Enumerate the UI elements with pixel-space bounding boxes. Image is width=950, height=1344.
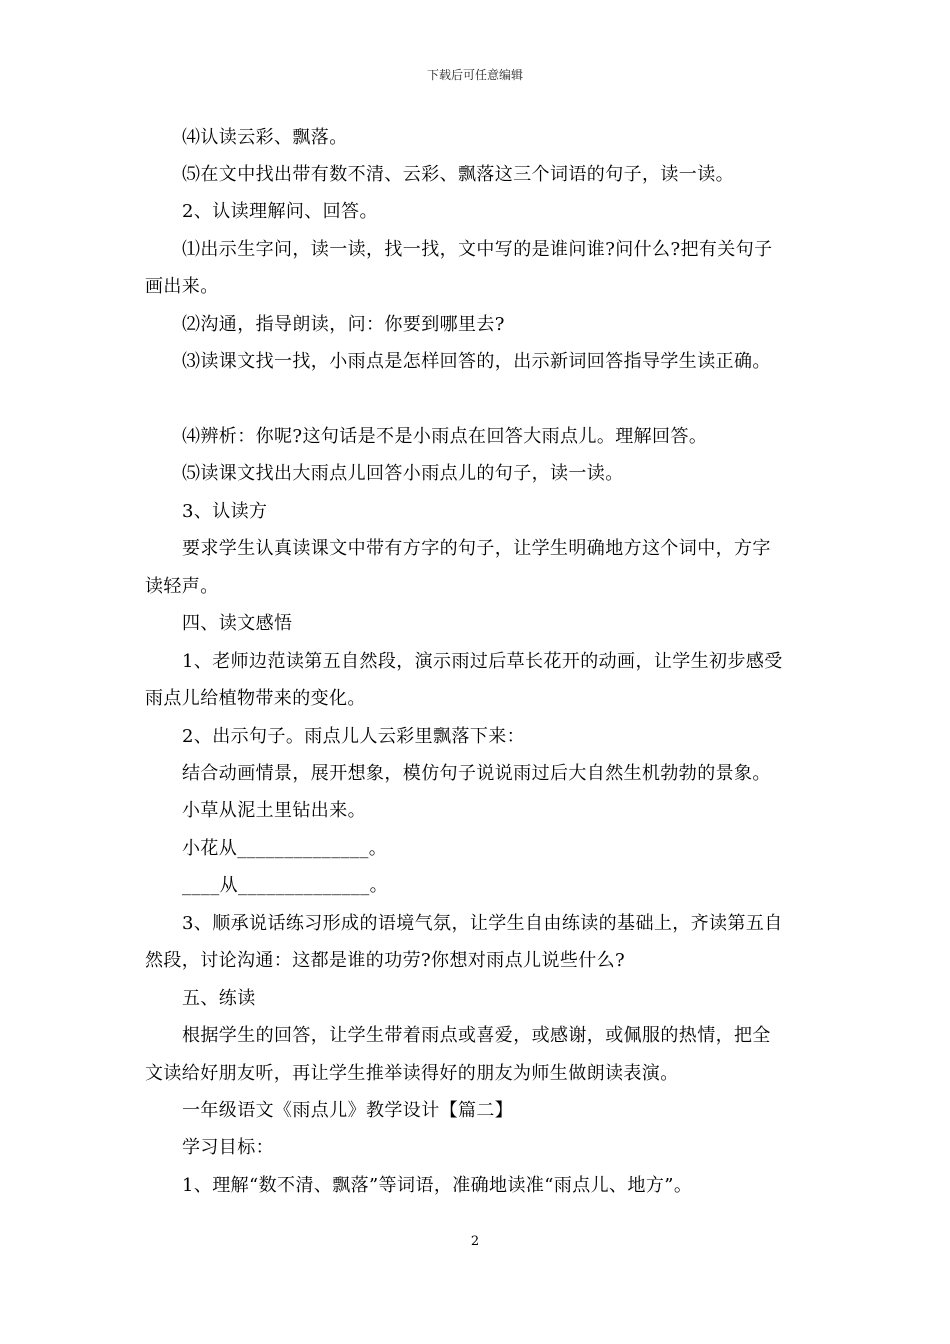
text-line: 小草从泥土里钻出来。: [182, 800, 366, 821]
text-line: 2、认读理解问、回答。: [182, 201, 378, 222]
text-line: 读轻声。: [145, 576, 219, 597]
text-line: 学习目标：: [182, 1137, 274, 1158]
text-line: 小花从______________。: [182, 838, 388, 859]
text-line: 要求学生认真读课文中带有方字的句子，让学生明确地方这个词中，方字: [182, 538, 771, 559]
text-line: 1、老师边范读第五自然段，演示雨过后草长花开的动画，让学生初步感受: [182, 651, 783, 672]
text-line: 3、顺承说话练习形成的语境气氛，让学生自由练读的基础上，齐读第五自: [182, 913, 783, 934]
text-line: 3、认读方: [182, 501, 268, 522]
text-line: 四、读文感悟: [182, 613, 293, 634]
page-number: 2: [470, 1234, 480, 1249]
text-line: ⑸读课文找出大雨点儿回答小雨点儿的句子，读一读。: [182, 463, 624, 484]
text-line: ⑶读课文找一找，小雨点是怎样回答的，出示新词回答指导学生读正确。: [182, 351, 771, 372]
text-line: 五、练读: [182, 988, 256, 1009]
text-line: 一年级语文《雨点儿》教学设计【篇二】: [182, 1100, 514, 1121]
text-line: ____从______________。: [182, 875, 388, 896]
text-line: 文读给好朋友听，再让学生推举读得好的朋友为师生做朗读表演。: [145, 1063, 679, 1084]
text-line: ⑵沟通，指导朗读，问：你要到哪里去?: [182, 314, 505, 335]
text-line: 结合动画情景，展开想象，模仿句子说说雨过后大自然生机勃勃的景象。: [182, 763, 771, 784]
text-line: ⑴出示生字问，读一读，找一找，文中写的是谁问谁?问什么?把有关句子: [182, 239, 773, 260]
text-line: ⑷认读云彩、飘落。: [182, 127, 348, 148]
text-line: ⑷辨析：你呢?这句话是不是小雨点在回答大雨点儿。理解回答。: [182, 426, 708, 447]
text-line: 根据学生的回答，让学生带着雨点或喜爱，或感谢，或佩服的热情，把全: [182, 1025, 771, 1046]
text-line: 画出来。: [145, 276, 219, 297]
text-line: 2、出示句子。雨点儿人云彩里飘落下来：: [182, 726, 526, 747]
text-line: ⑸在文中找出带有数不清、云彩、飘落这三个词语的句子，读一读。: [182, 164, 734, 185]
text-line: 雨点儿给植物带来的变化。: [145, 688, 366, 709]
text-line: 1、理解“数不清、飘落”等词语，准确地读准“雨点儿、地方”。: [182, 1175, 693, 1196]
page-header-note: 下载后可任意编辑: [426, 68, 523, 82]
text-line: 然段，讨论沟通：这都是谁的功劳?你想对雨点儿说些什么?: [145, 950, 626, 971]
